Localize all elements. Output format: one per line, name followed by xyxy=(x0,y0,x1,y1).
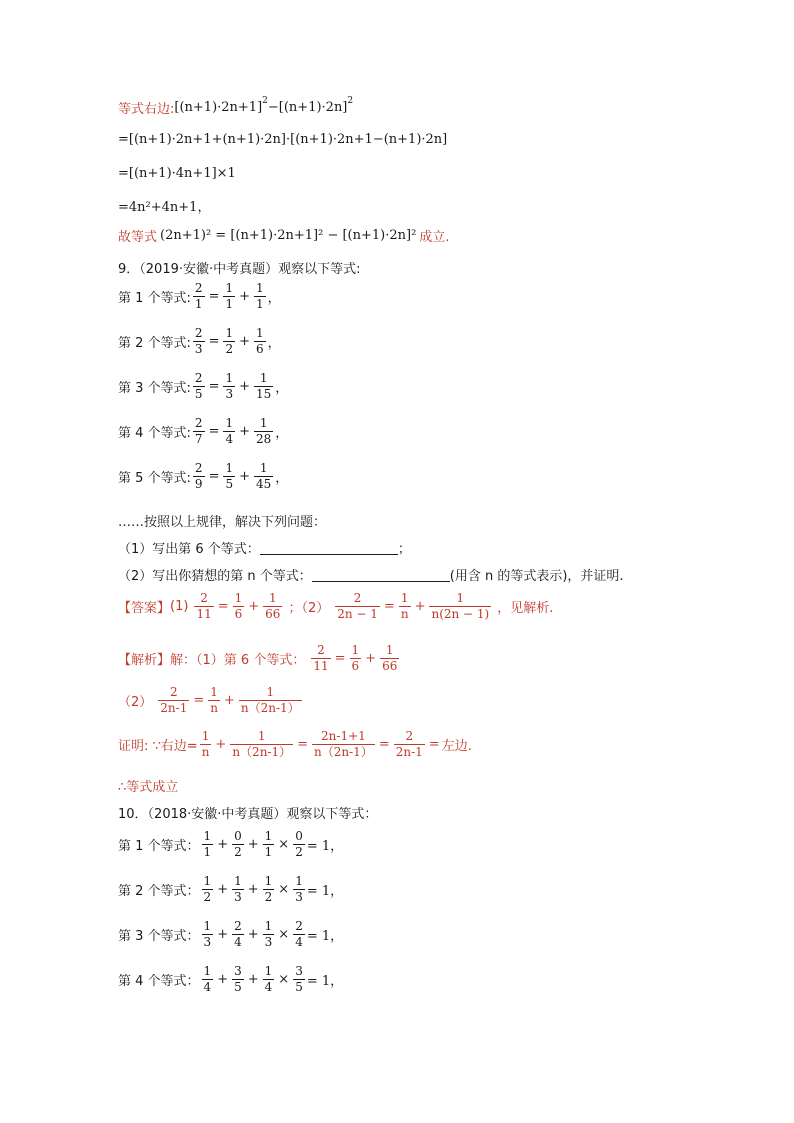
fraction-numerator: 1 xyxy=(295,874,303,888)
fraction-denominator: 4 xyxy=(264,979,273,994)
fraction-numerator: 1 xyxy=(203,874,212,888)
fraction-numerator: 2 xyxy=(169,685,178,699)
equation-label: 第 2 个等式： xyxy=(118,884,200,900)
fraction xyxy=(263,592,282,622)
fraction-numerator: 2n-1+1 xyxy=(321,729,366,743)
fraction-denominator: 15 xyxy=(256,386,272,401)
math-operator: + xyxy=(247,927,259,943)
punctuation: ， xyxy=(275,426,289,442)
punctuation: ， xyxy=(267,291,281,307)
q9-part1 xyxy=(118,538,411,557)
fraction-denominator: 66 xyxy=(265,606,281,621)
q9-title: 9．（2019·安徽·中考真题）观察以下等式: xyxy=(118,262,361,277)
fraction-denominator: n（2n-1） xyxy=(240,700,300,715)
math-operator: + xyxy=(239,289,251,305)
fraction xyxy=(223,417,235,447)
equation-label: 第 1 个等式： xyxy=(118,839,200,855)
q9-equation-row xyxy=(118,372,288,402)
fraction xyxy=(399,592,411,622)
fraction xyxy=(200,730,212,760)
fraction xyxy=(194,592,213,622)
fraction-numerator: 2 xyxy=(194,371,203,385)
fraction-numerator: 0 xyxy=(234,829,242,843)
fraction xyxy=(293,920,305,950)
fraction-denominator: 5 xyxy=(234,979,242,994)
answer-eq-1 xyxy=(192,592,284,622)
fraction-denominator: n（2n-1） xyxy=(314,744,373,759)
fraction-numerator: 1 xyxy=(201,729,210,743)
fraction-denominator: 3 xyxy=(234,889,242,904)
q9-intro: ……按照以上规律，解决下列问题： xyxy=(118,515,327,530)
math-operator: + xyxy=(248,599,260,615)
rhs-expr-1: [(n+1)·2n+1] xyxy=(174,100,263,115)
fraction-denominator: 4 xyxy=(225,431,234,446)
proof-end: 左边. xyxy=(441,739,472,755)
conclusion-prefix: 故等式 xyxy=(118,230,158,245)
fraction xyxy=(223,372,235,402)
fraction xyxy=(254,417,273,447)
fraction-denominator: 2 xyxy=(225,341,234,356)
fraction-denominator: 11 xyxy=(313,658,329,673)
fraction-denominator: 4 xyxy=(295,934,303,949)
fraction xyxy=(254,372,273,402)
fraction-denominator: 2n-1 xyxy=(160,700,188,715)
fraction-denominator: 2 xyxy=(295,844,303,859)
fraction-numerator: 2 xyxy=(295,919,303,933)
fraction xyxy=(311,644,330,674)
fraction xyxy=(208,686,220,716)
proof-chain xyxy=(198,730,442,760)
fraction xyxy=(193,462,205,492)
fraction xyxy=(380,644,399,674)
analysis-p2: （2） xyxy=(118,695,153,711)
q9-therefore: ∴等式成立 xyxy=(118,780,179,795)
math-operator: = xyxy=(208,379,220,395)
fraction-numerator: 1 xyxy=(234,591,243,605)
math-operator: = xyxy=(383,599,395,615)
analysis-text: 解：（1）第 6 个等式： xyxy=(170,653,306,669)
fraction-denominator: 1 xyxy=(264,844,273,859)
q9-part1-blank xyxy=(260,541,398,555)
fraction-numerator: 1 xyxy=(225,281,234,295)
equation-rhs: = 1， xyxy=(306,929,344,945)
equation-label: 第 4 个等式: xyxy=(118,426,191,442)
fraction-numerator: 2 xyxy=(353,591,362,605)
fraction-numerator: 2 xyxy=(194,281,203,295)
fraction xyxy=(293,875,305,905)
fraction-numerator: 1 xyxy=(259,461,268,475)
math-operator: × xyxy=(278,837,290,853)
fraction-denominator: 3 xyxy=(295,889,303,904)
fraction-numerator: 1 xyxy=(400,591,409,605)
analysis-eq-1 xyxy=(309,644,401,674)
q10-equation-row xyxy=(118,965,343,995)
math-operator: + xyxy=(215,737,227,753)
answer-sep: ；（2） xyxy=(288,601,330,617)
analysis-eq-2 xyxy=(156,686,303,716)
analysis-label: 【解析】 xyxy=(118,653,171,669)
fraction-numerator: 0 xyxy=(295,829,303,843)
fraction xyxy=(193,372,205,402)
fraction xyxy=(335,592,380,622)
fraction-denominator: n xyxy=(210,700,218,715)
q9-answer xyxy=(118,592,553,622)
fraction xyxy=(254,462,273,492)
fraction xyxy=(312,730,375,760)
fraction-numerator: 1 xyxy=(385,643,394,657)
fraction-denominator: 2n − 1 xyxy=(337,606,378,621)
fraction-numerator: 1 xyxy=(259,416,268,430)
conclusion-line xyxy=(118,226,449,245)
fraction xyxy=(254,327,266,357)
math-operator: × xyxy=(278,927,290,943)
q9-analysis-2 xyxy=(118,686,308,716)
q9-part1-end: ； xyxy=(397,542,411,557)
math-operator: = xyxy=(297,737,309,753)
fraction-denominator: 3 xyxy=(264,934,273,949)
q9-equation-row xyxy=(118,462,288,492)
math-operator: + xyxy=(223,693,235,709)
fraction-denominator: 9 xyxy=(194,476,203,491)
fraction-numerator: 2 xyxy=(200,591,208,605)
fraction-numerator: 3 xyxy=(234,964,242,978)
fraction xyxy=(158,686,189,716)
fraction-denominator: 4 xyxy=(203,979,212,994)
fraction xyxy=(232,875,244,905)
math-operator: × xyxy=(278,882,290,898)
fraction-numerator: 1 xyxy=(210,685,218,699)
math-operator: + xyxy=(247,837,259,853)
fraction-denominator: 1 xyxy=(225,296,234,311)
fraction-denominator: n（2n-1） xyxy=(232,744,292,759)
fraction xyxy=(263,920,275,950)
fraction-numerator: 1 xyxy=(256,326,264,340)
math-operator: = xyxy=(193,693,205,709)
fraction xyxy=(232,920,244,950)
q9-analysis xyxy=(118,644,405,674)
fraction xyxy=(193,327,205,357)
answer-p1: (1) xyxy=(170,599,189,615)
math-operator: + xyxy=(239,334,251,350)
q10-equation-row xyxy=(118,875,343,905)
equation-label: 第 1 个等式: xyxy=(118,291,191,307)
math-operator: + xyxy=(247,972,259,988)
fraction xyxy=(293,830,305,860)
equation-rhs: = 1， xyxy=(306,839,344,855)
q9-equation-row xyxy=(118,417,288,447)
math-operator: = xyxy=(428,737,440,753)
fraction xyxy=(233,592,245,622)
equation-label: 第 3 个等式： xyxy=(118,929,200,945)
fraction-numerator: 2 xyxy=(234,919,242,933)
fraction-numerator: 1 xyxy=(225,416,234,430)
fraction-denominator: 11 xyxy=(196,606,212,621)
fraction xyxy=(230,730,293,760)
fraction-numerator: 1 xyxy=(456,591,465,605)
fraction xyxy=(202,830,214,860)
equation-label: 第 3 个等式: xyxy=(118,381,191,397)
proof-label: 证明: ∵右边= xyxy=(118,739,198,755)
q10-title: 10．（2018·安徽·中考真题）观察以下等式： xyxy=(118,807,378,822)
fraction xyxy=(350,644,362,674)
fraction-denominator: 1 xyxy=(256,296,264,311)
fraction-denominator: n xyxy=(201,744,210,759)
fraction xyxy=(193,417,205,447)
math-operator: = xyxy=(208,424,220,440)
fraction xyxy=(263,875,275,905)
fraction-denominator: 1 xyxy=(194,296,203,311)
fraction xyxy=(202,965,214,995)
fraction xyxy=(232,830,244,860)
fraction-numerator: 2 xyxy=(405,729,414,743)
punctuation: ， xyxy=(275,471,289,487)
fraction-numerator: 2 xyxy=(194,416,203,430)
fraction-denominator: 3 xyxy=(225,386,234,401)
fraction-denominator: n xyxy=(400,606,409,621)
fraction-denominator: 66 xyxy=(382,658,398,673)
fraction-numerator: 1 xyxy=(264,964,273,978)
math-operator: + xyxy=(217,972,229,988)
fraction xyxy=(202,920,214,950)
fraction xyxy=(254,282,266,312)
fraction xyxy=(263,965,275,995)
fraction-denominator: 2 xyxy=(203,889,212,904)
fraction-numerator: 3 xyxy=(295,964,303,978)
equation-label: 第 4 个等式： xyxy=(118,974,200,990)
q9-part2 xyxy=(118,565,624,584)
fraction-numerator: 1 xyxy=(225,461,234,475)
fraction-numerator: 1 xyxy=(225,326,234,340)
punctuation: ， xyxy=(267,336,281,352)
fraction-numerator: 1 xyxy=(268,591,277,605)
fraction-numerator: 1 xyxy=(264,829,273,843)
math-operator: = xyxy=(217,599,229,615)
math-operator: + xyxy=(414,599,426,615)
math-operator: = xyxy=(378,737,390,753)
fraction-numerator: 1 xyxy=(257,729,266,743)
q9-equation-row xyxy=(118,327,281,357)
math-operator: + xyxy=(217,882,229,898)
answer-eq-2 xyxy=(333,592,493,622)
fraction-denominator: 3 xyxy=(203,934,212,949)
fraction-numerator: 1 xyxy=(225,371,234,385)
q9-proof xyxy=(118,730,472,760)
fraction-denominator: 2 xyxy=(234,844,242,859)
fraction xyxy=(239,686,302,716)
punctuation: ， xyxy=(275,381,289,397)
equation-rhs: = 1， xyxy=(306,974,344,990)
math-operator: = xyxy=(208,469,220,485)
fraction-denominator: 5 xyxy=(295,979,303,994)
answer-end: ，见解析. xyxy=(497,601,554,617)
fraction-denominator: 28 xyxy=(256,431,272,446)
fraction-numerator: 1 xyxy=(203,964,212,978)
math-operator: + xyxy=(239,424,251,440)
fraction-numerator: 1 xyxy=(203,829,212,843)
fraction xyxy=(394,730,425,760)
q10-equation-row xyxy=(118,920,343,950)
q9-part2-end: (用含 n 的等式表示)，并证明. xyxy=(449,569,624,584)
fraction-denominator: 6 xyxy=(234,606,243,621)
math-operator: × xyxy=(278,972,290,988)
fraction xyxy=(202,875,214,905)
q10-equation-row xyxy=(118,830,343,860)
equation-label: 第 2 个等式: xyxy=(118,336,191,352)
q9-part2-text: （2）写出你猜想的第 n 个等式： xyxy=(118,569,312,584)
fraction-denominator: 6 xyxy=(256,341,264,356)
fraction xyxy=(223,282,235,312)
fraction-denominator: 5 xyxy=(194,386,203,401)
fraction-numerator: 1 xyxy=(203,919,212,933)
fraction xyxy=(193,282,205,312)
fraction-denominator: 3 xyxy=(194,341,203,356)
fraction-numerator: 2 xyxy=(194,326,203,340)
fraction-numerator: 1 xyxy=(266,685,275,699)
math-operator: = xyxy=(208,334,220,350)
fraction xyxy=(263,830,275,860)
answer-label: 【答案】 xyxy=(118,601,171,617)
fraction-denominator: 45 xyxy=(256,476,272,491)
fraction-numerator: 1 xyxy=(256,281,264,295)
math-operator: = xyxy=(208,289,220,305)
q9-part2-blank xyxy=(312,568,450,582)
fraction-denominator: 5 xyxy=(225,476,234,491)
fraction-denominator: 4 xyxy=(234,934,242,949)
fraction-numerator: 1 xyxy=(264,919,273,933)
fraction-denominator: n(2n − 1) xyxy=(431,606,490,621)
fraction-denominator: 6 xyxy=(351,658,360,673)
fraction xyxy=(293,965,305,995)
step-3: =4n²+4n+1， xyxy=(118,200,211,215)
rhs-label: 等式右边: xyxy=(118,102,175,117)
step-1: =[(n+1)·2n+1+(n+1)·2n]·[(n+1)·2n+1−(n+1)·2n] xyxy=(118,132,448,147)
math-operator: + xyxy=(247,882,259,898)
fraction-numerator: 2 xyxy=(317,643,325,657)
fraction-numerator: 1 xyxy=(259,371,268,385)
equation-rhs: = 1， xyxy=(306,884,344,900)
fraction-numerator: 2 xyxy=(194,461,203,475)
math-operator: = xyxy=(334,651,346,667)
fraction-denominator: 7 xyxy=(194,431,203,446)
q9-equation-row xyxy=(118,282,281,312)
rhs-expr-2: −[(n+1)·2n] xyxy=(267,100,348,115)
math-operator: + xyxy=(217,837,229,853)
math-operator: + xyxy=(365,651,377,667)
fraction xyxy=(223,327,235,357)
fraction-numerator: 1 xyxy=(264,874,273,888)
fraction xyxy=(223,462,235,492)
fraction-denominator: 2n-1 xyxy=(395,744,423,759)
rhs-line: 等式右边: [(n+1)·2n+1] 2 −[(n+1)·2n] 2 xyxy=(118,95,354,117)
q9-part1-text: （1）写出第 6 个等式： xyxy=(118,542,260,557)
fraction xyxy=(429,592,491,622)
math-operator: + xyxy=(239,469,251,485)
equation-label: 第 5 个等式: xyxy=(118,471,191,487)
conclusion-expr: (2n+1)² = [(n+1)·2n+1]² − [(n+1)·2n]² xyxy=(160,228,417,243)
fraction-numerator: 1 xyxy=(234,874,242,888)
fraction-numerator: 1 xyxy=(351,643,360,657)
fraction-denominator: 2 xyxy=(264,889,273,904)
fraction xyxy=(232,965,244,995)
math-operator: + xyxy=(239,379,251,395)
step-2: =[(n+1)·4n+1]×1 xyxy=(118,166,236,181)
math-operator: + xyxy=(217,927,229,943)
fraction-denominator: 1 xyxy=(203,844,212,859)
conclusion-suffix: 成立. xyxy=(419,230,450,245)
